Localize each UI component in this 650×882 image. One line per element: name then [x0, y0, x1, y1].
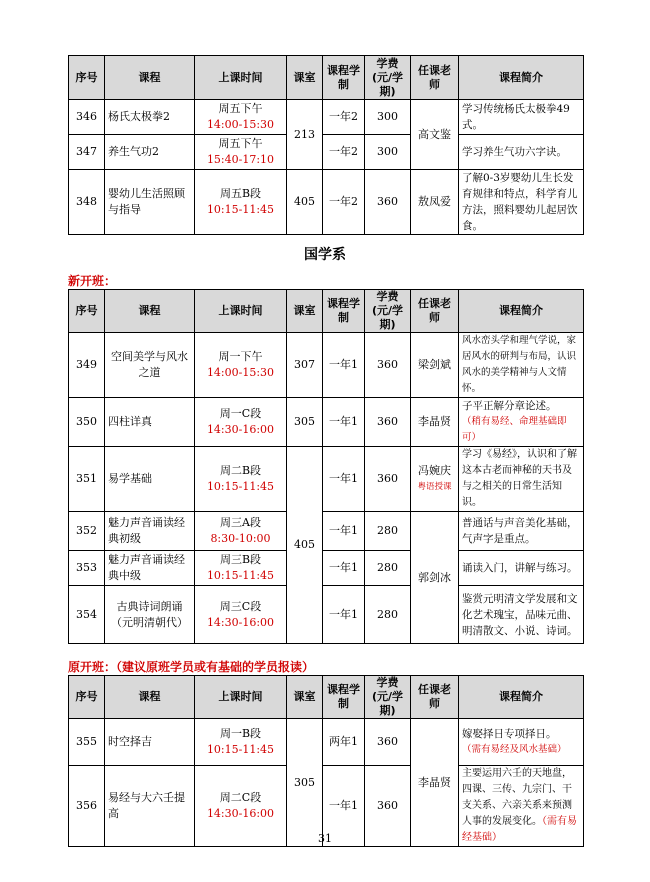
course-room: 305 [287, 398, 323, 447]
course-no: 350 [69, 398, 105, 447]
course-time: 周一下午 14:00-15:30 [195, 333, 287, 398]
header-fee: 学费(元/学期) [365, 676, 411, 719]
course-room: 307 [287, 333, 323, 398]
course-time: 周二C段 14:30-16:00 [195, 766, 287, 847]
course-term: 一年2 [323, 135, 365, 170]
header-room: 课室 [287, 676, 323, 719]
header-fee: 学费(元/学期) [365, 56, 411, 100]
course-fee: 360 [365, 398, 411, 447]
table-row [69, 719, 584, 766]
header-desc: 课程简介 [459, 676, 584, 719]
course-no: 346 [69, 100, 105, 135]
header-room: 课室 [287, 56, 323, 100]
course-fee: 280 [365, 551, 411, 586]
header-teacher: 任课老师 [411, 676, 459, 719]
course-room: 405 [287, 170, 323, 235]
course-time: 周二B段 10:15-11:45 [195, 447, 287, 512]
table-header [69, 290, 584, 333]
table-row [69, 551, 584, 586]
header-course: 课程 [105, 290, 195, 333]
course-room: 405 [287, 447, 323, 644]
header-room: 课室 [287, 290, 323, 333]
course-time: 周一C段 14:30-16:00 [195, 398, 287, 447]
course-name: 婴幼儿生活照顾与指导 [105, 170, 195, 235]
header-term: 课程学制 [323, 56, 365, 100]
course-desc: 风水峦头学和理气学说，家居风水的研判与布局，认识风水的美学精神与人文情怀。 [459, 333, 584, 398]
course-room: 305 [287, 719, 323, 847]
course-teacher: 高文鉴 [411, 100, 459, 170]
course-no: 354 [69, 586, 105, 644]
table-row [69, 398, 584, 447]
course-time: 周五下午 14:00-15:30 [195, 100, 287, 135]
course-term: 一年1 [323, 333, 365, 398]
course-teacher: 李晶贤 [411, 719, 459, 847]
course-no: 348 [69, 170, 105, 235]
table-row [69, 512, 584, 551]
table-header [69, 676, 584, 719]
course-term: 一年2 [323, 170, 365, 235]
header-course: 课程 [105, 676, 195, 719]
course-term: 一年1 [323, 586, 365, 644]
course-time: 周五下午 15:40-17:10 [195, 135, 287, 170]
table-row [69, 333, 584, 398]
department-title: 国学系 [304, 247, 346, 263]
course-name: 养生气功2 [105, 135, 195, 170]
course-fee: 360 [365, 719, 411, 766]
header-teacher: 任课老师 [411, 56, 459, 100]
course-desc: 了解0-3岁婴幼儿生长发育规律和特点，科学育儿方法，照料婴幼儿起居饮食。 [459, 170, 584, 235]
course-time: 周三B段 10:15-11:45 [195, 551, 287, 586]
course-desc: 子平正解分章论述。 （稍有易经、命理基础即可） [459, 398, 584, 447]
header-fee: 学费(元/学期) [365, 290, 411, 333]
course-desc: 学习《易经》，认识和了解这本古老而神秘的天书及与之相关的日常生活知识。 [459, 447, 584, 512]
table-row [69, 135, 584, 170]
course-time: 周三C段 14:30-16:00 [195, 586, 287, 644]
course-name: 杨氏太极拳2 [105, 100, 195, 135]
header-course: 课程 [105, 56, 195, 100]
header-no: 序号 [69, 56, 105, 100]
course-term: 一年1 [323, 398, 365, 447]
course-term: 两年1 [323, 719, 365, 766]
course-no: 347 [69, 135, 105, 170]
header-teacher: 任课老师 [411, 290, 459, 333]
course-no: 353 [69, 551, 105, 586]
course-room: 213 [287, 100, 323, 170]
table-header [69, 56, 584, 100]
course-no: 356 [69, 766, 105, 847]
course-teacher: 敖凤爱 [411, 170, 459, 235]
course-term: 一年1 [323, 551, 365, 586]
header-no: 序号 [69, 290, 105, 333]
course-name: 易经与大六壬提高 [105, 766, 195, 847]
table-row [69, 447, 584, 512]
course-no: 351 [69, 447, 105, 512]
course-desc: 诵读入门，讲解与练习。 [459, 551, 584, 586]
course-desc: 鉴赏元明清文学发展和文化艺术瑰宝，品味元曲、明清散文、小说、诗词。 [459, 586, 584, 644]
course-name: 古典诗词朗诵（元明清朝代） [105, 586, 195, 644]
table-row [69, 170, 584, 235]
course-name: 空间美学与风水之道 [105, 333, 195, 398]
table-row [69, 586, 584, 644]
course-fee: 280 [365, 586, 411, 644]
course-time: 周三A段 8:30-10:00 [195, 512, 287, 551]
course-teacher: 冯婉庆 粤语授课 [411, 447, 459, 512]
course-desc: 普通话与声音美化基础，气声字是重点。 [459, 512, 584, 551]
course-name: 时空择吉 [105, 719, 195, 766]
course-term: 一年1 [323, 512, 365, 551]
course-desc: 学习养生气功六字诀。 [459, 135, 584, 170]
course-fee: 280 [365, 512, 411, 551]
course-desc: 学习传统杨氏太极拳49式。 [459, 100, 584, 135]
course-teacher: 郭剑冰 [411, 512, 459, 644]
course-no: 355 [69, 719, 105, 766]
course-name: 易学基础 [105, 447, 195, 512]
course-name: 魅力声音诵读经典中级 [105, 551, 195, 586]
course-no: 352 [69, 512, 105, 551]
course-name: 魅力声音诵读经典初级 [105, 512, 195, 551]
course-desc: 主要运用六壬的天地盘，四课、三传、九宗门、干支关系、六亲关系来预测人事的发展变化。（需有易经基础） [459, 766, 584, 847]
course-table-3 [68, 675, 584, 847]
header-desc: 课程简介 [459, 56, 584, 100]
header-time: 上课时间 [195, 290, 287, 333]
header-desc: 课程简介 [459, 290, 584, 333]
course-name: 四柱详真 [105, 398, 195, 447]
header-term: 课程学制 [323, 290, 365, 333]
course-fee: 300 [365, 135, 411, 170]
course-fee: 360 [365, 766, 411, 847]
course-fee: 360 [365, 170, 411, 235]
header-no: 序号 [69, 676, 105, 719]
header-time: 上课时间 [195, 676, 287, 719]
course-fee: 360 [365, 447, 411, 512]
course-term: 一年1 [323, 447, 365, 512]
course-no: 349 [69, 333, 105, 398]
course-term: 一年1 [323, 766, 365, 847]
section-new-label: 新开班： [68, 274, 117, 288]
table-row [69, 100, 584, 135]
header-time: 上课时间 [195, 56, 287, 100]
course-desc: 嫁娶择日专项择日。 （需有易经及风水基础） [459, 719, 584, 766]
course-fee: 360 [365, 333, 411, 398]
course-table-1 [68, 55, 584, 235]
section-old-label: 原开班：（建议原班学员或有基础的学员报读） [68, 660, 315, 674]
course-term: 一年2 [323, 100, 365, 135]
page-number: 31 [318, 832, 332, 845]
course-teacher: 梁剑斌 [411, 333, 459, 398]
course-fee: 300 [365, 100, 411, 135]
header-term: 课程学制 [323, 676, 365, 719]
course-time: 周一B段 10:15-11:45 [195, 719, 287, 766]
course-time: 周五B段 10:15-11:45 [195, 170, 287, 235]
course-teacher: 李晶贤 [411, 398, 459, 447]
course-table-2 [68, 289, 584, 644]
